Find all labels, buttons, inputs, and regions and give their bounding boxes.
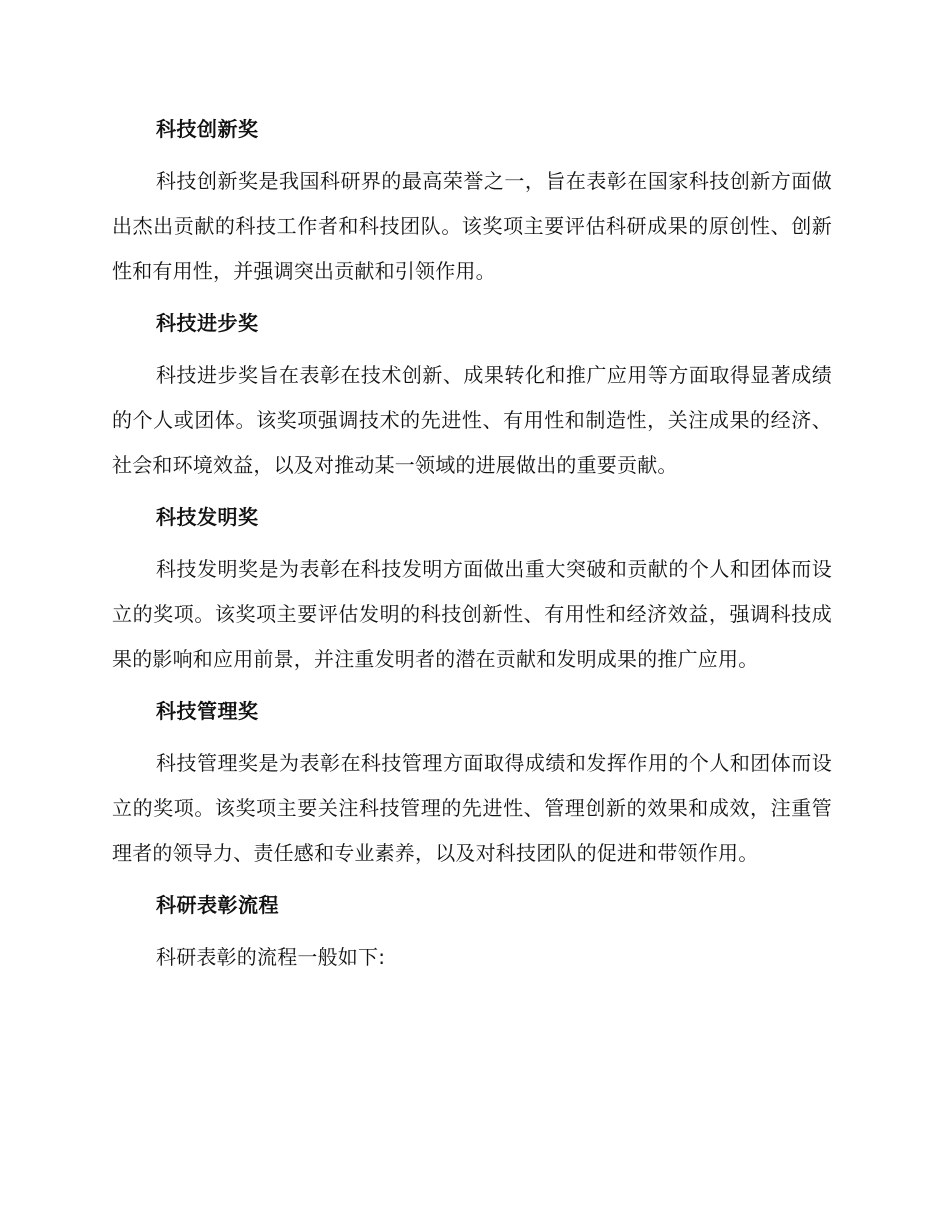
section-paragraph: 科技发明奖是为表彰在科技发明方面做出重大突破和贡献的个人和团体而设立的奖项。该奖项主要评估发明的科技创新性、有用性和经济效益，强调科技成果的影响和应用前景，并注重发明者的潜在贡献和发明成果的推广应用。: [112, 557, 832, 671]
section-paragraph: 科技进步奖旨在表彰在技术创新、成果转化和推广应用等方面取得显著成绩的个人或团体。该奖项强调技术的先进性、有用性和制造性，关注成果的经济、社会和环境效益，以及对推动某一领域的进展做出的重要贡献。: [112, 363, 832, 477]
section-heading: 科技创新奖: [156, 117, 259, 141]
section-innovation-award: [112, 111, 832, 294]
section-heading: 科技进步奖: [156, 311, 259, 335]
section-heading: 科研表彰流程: [156, 893, 279, 917]
section-heading: 科技管理奖: [156, 699, 259, 723]
section-commendation-process: [112, 887, 832, 980]
section-progress-award: [112, 305, 832, 488]
section-paragraph: 科研表彰的流程一般如下:: [156, 945, 386, 969]
section-paragraph: 科技管理奖是为表彰在科技管理方面取得成绩和发挥作用的个人和团体而设立的奖项。该奖项主要关注科技管理的先进性、管理创新的效果和成效，注重管理者的领导力、责任感和专业素养，以及对科技团队的促进和带领作用。: [112, 751, 832, 865]
section-heading: 科技发明奖: [156, 505, 259, 529]
section-invention-award: [112, 499, 832, 682]
section-paragraph: 科技创新奖是我国科研界的最高荣誉之一，旨在表彰在国家科技创新方面做出杰出贡献的科技工作者和科技团队。该奖项主要评估科研成果的原创性、创新性和有用性，并强调突出贡献和引领作用。: [112, 169, 832, 283]
document-page: [112, 111, 832, 991]
section-management-award: [112, 693, 832, 876]
